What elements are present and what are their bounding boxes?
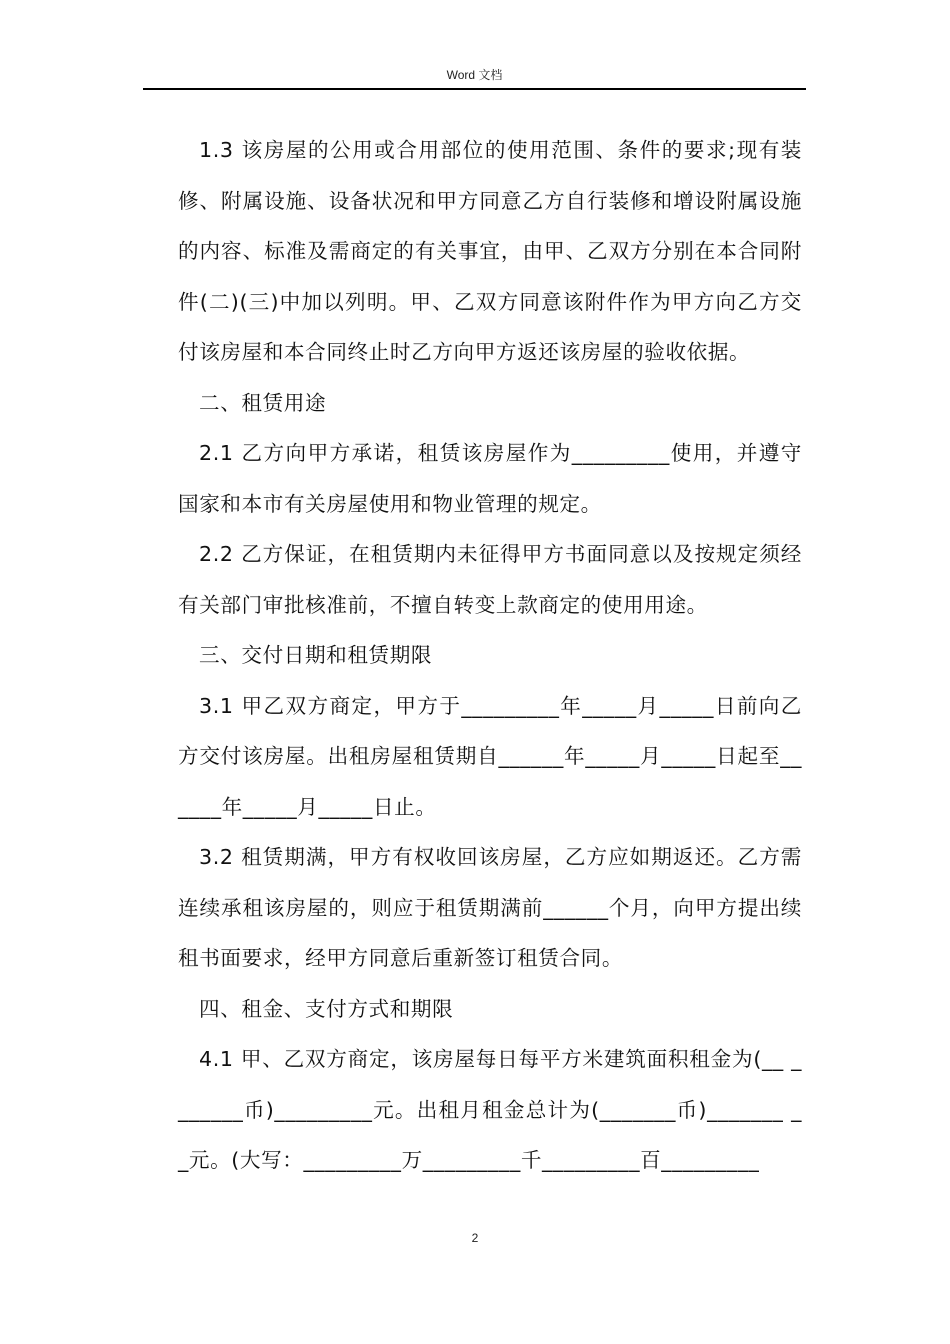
section-heading-rent-payment: 四、租金、支付方式和期限 <box>199 996 454 1021</box>
clause-1-3: 1.3 该房屋的公用或合用部位的使用范围、条件的要求;现有装修、附属设施、设备状况和甲方同意乙方自行装修和增设附属设施的内容、标准及需商定的有关事宜，由甲、乙双方分别在本合同附件(二)(三)中加以列明。甲、乙双方同意该附件作为甲方向乙方交付该房屋和本合同终止时乙方向甲方返还该房屋的验收依据。 <box>178 138 802 364</box>
page-header <box>143 66 806 90</box>
clause-2-2: 2.2 乙方保证，在租赁期内未征得甲方书面同意以及按规定须经有关部门审批核准前，不擅自转变上款商定的使用用途。 <box>178 542 802 617</box>
section-heading-lease-purpose: 二、租赁用途 <box>199 390 327 415</box>
clause-3-1: 3.1 甲乙双方商定，甲方于_________年_____月_____日前向乙方交付该房屋。出租房屋租赁期自______年_____月_____日起至______年_____月_____日止。 <box>178 693 802 819</box>
clause-3-2: 3.2 租赁期满，甲方有权收回该房屋，乙方应如期返还。乙方需连续承租该房屋的，则应于租赁期满前______个月，向甲方提出续租书面要求，经甲方同意后重新签订租赁合同。 <box>178 845 802 970</box>
clause-2-1: 2.1 乙方向甲方承诺，租赁该房屋作为_________使用，并遵守国家和本市有关房屋使用和物业管理的规定。 <box>178 441 802 516</box>
page-number: 2 <box>471 1231 479 1245</box>
document-body <box>178 125 802 1186</box>
clause-4-1: 4.1 甲、乙双方商定，该房屋每日每平方米建筑面积租金为(__ _______币)_________元。出租月租金总计为(_______币)_______ __元。(大写：_________万_________千_________百_________ <box>178 1047 802 1172</box>
header-title: Word 文档 <box>446 68 503 82</box>
section-heading-delivery-term: 三、交付日期和租赁期限 <box>199 643 433 667</box>
